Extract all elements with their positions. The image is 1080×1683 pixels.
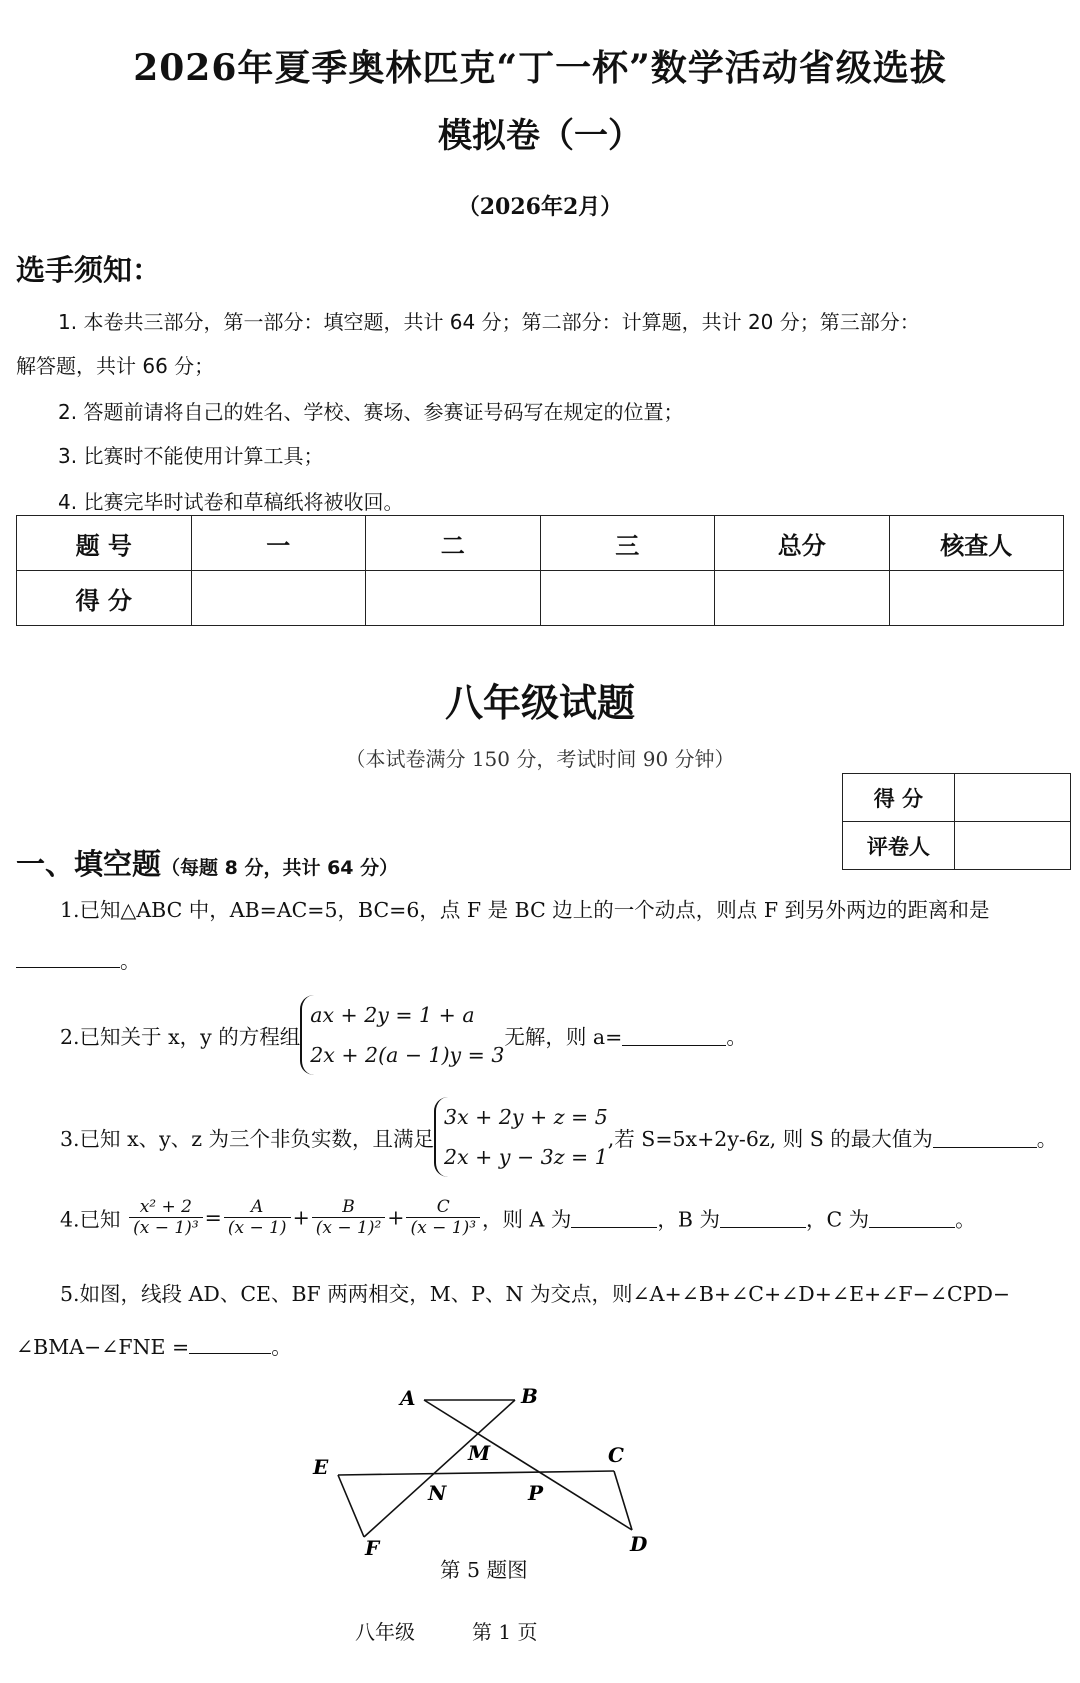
score-row-label: 得 分 — [17, 571, 192, 626]
plus-sign-2: + — [387, 1205, 405, 1230]
question-4-mid3: ，C 为 — [805, 1207, 870, 1232]
question-2-eq2: 2x + 2(a − 1)y = 3 — [310, 1043, 505, 1067]
question-1-text: 1.已知△ABC 中，AB=AC=5，BC=6，点 F 是 BC 边上的一个动点，则点 F 到另外两边的距离和是 — [60, 898, 990, 922]
frac-a-denominator: (x − 1) — [227, 1218, 287, 1238]
question-3-eq1: 3x + 2y + z = 5 — [444, 1105, 608, 1129]
footer-page-number: 第 1 页 — [472, 1620, 538, 1644]
question-4-end: 。 — [955, 1207, 976, 1232]
header-cell-question-no: 题 号 — [17, 516, 192, 571]
frac-c-numerator: C — [406, 1197, 480, 1218]
question-2-pre: 2.已知关于 x，y 的方程组 — [60, 1025, 301, 1049]
notice-item-1-cont: 解答题，共计 66 分； — [16, 354, 215, 378]
label-n: N — [428, 1481, 447, 1505]
label-p: P — [528, 1481, 544, 1505]
equals-sign: = — [204, 1205, 222, 1230]
question-5-line-1: 5.如图，线段 AD、CE、BF 两两相交，M、P、N 为交点，则∠A+∠B+∠C+∠D+∠E+∠F−∠CPD− — [60, 1282, 1011, 1306]
question-3-post: ,若 S=5x+2y-6z, 则 S 的最大值为 — [607, 1127, 933, 1151]
question-4-pre: 4.已知 — [60, 1207, 121, 1232]
frac-b-numerator: B — [312, 1197, 386, 1218]
notice-item-3: 3. 比赛时不能使用计算工具； — [58, 444, 324, 468]
question-3-pre: 3.已知 x、y、z 为三个非负实数，且满足 — [60, 1127, 435, 1151]
header-cell-checker: 核查人 — [889, 516, 1064, 571]
segment-ec — [338, 1471, 614, 1475]
segment-bf — [364, 1400, 515, 1537]
frac-a-numerator: A — [224, 1197, 291, 1218]
figure-caption: 第 5 题图 — [440, 1558, 528, 1582]
question-1-end: 。 — [120, 949, 141, 973]
question-3-end: 。 — [1036, 1127, 1058, 1151]
lhs-numerator: x² + 2 — [129, 1197, 203, 1218]
exam-date: （2026年2月） — [457, 194, 623, 220]
question-2-post: 无解，则 a= — [504, 1025, 623, 1049]
section-reviewer-label: 评卷人 — [843, 822, 955, 870]
label-b: B — [521, 1384, 538, 1408]
question-5-line-2-text: ∠BMA−∠FNE = — [16, 1335, 190, 1359]
plus-sign-1: + — [292, 1205, 310, 1230]
section-1-subtitle: （每题 8 分，共计 64 分） — [161, 857, 399, 879]
header-cell-part-3: 三 — [540, 516, 715, 571]
question-4-mid1: ，则 A 为 — [482, 1207, 572, 1232]
exam-info: （本试卷满分 150 分，考试时间 90 分钟） — [345, 747, 735, 771]
label-f: F — [365, 1536, 380, 1560]
question-5-end: 。 — [271, 1335, 292, 1359]
label-e: E — [313, 1455, 329, 1479]
label-a: A — [400, 1386, 416, 1410]
exam-title: 2026年夏季奥林匹克“丁一杯”数学活动省级选拔 — [133, 47, 947, 89]
notice-heading: 选手须知： — [16, 253, 162, 287]
exam-subtitle: 模拟卷（一） — [438, 116, 642, 156]
footer-grade: 八年级 — [355, 1620, 415, 1644]
header-cell-part-2: 二 — [366, 516, 541, 571]
notice-item-1: 1. 本卷共三部分，第一部分：填空题，共计 64 分；第二部分：计算题，共计 20 分；第三部分： — [58, 310, 920, 334]
frac-c-denominator: (x − 1)³ — [410, 1218, 477, 1238]
question-4-mid2: ，B 为 — [657, 1207, 720, 1232]
frac-b-denominator: (x − 1)² — [315, 1218, 382, 1238]
question-2-eq1: ax + 2y = 1 + a — [310, 1003, 475, 1027]
header-cell-part-1: 一 — [191, 516, 366, 571]
label-m: M — [468, 1441, 491, 1465]
notice-item-2: 2. 答题前请将自己的姓名、学校、赛场、参赛证号码写在规定的位置； — [58, 400, 684, 424]
label-c: C — [608, 1443, 624, 1467]
grade-title: 八年级试题 — [444, 680, 635, 725]
section-score-label: 得 分 — [843, 774, 955, 822]
segment-ad — [424, 1400, 632, 1530]
segment-ef — [338, 1475, 364, 1537]
question-3-eq2: 2x + y − 3z = 1 — [444, 1145, 608, 1169]
notice-item-4: 4. 比赛完毕时试卷和草稿纸将被收回。 — [58, 490, 404, 514]
lhs-denominator: (x − 1)³ — [133, 1218, 199, 1238]
header-cell-total: 总分 — [715, 516, 890, 571]
question-2-end: 。 — [726, 1025, 747, 1049]
label-d: D — [630, 1532, 648, 1556]
section-1-title: 一、填空题 — [16, 847, 162, 881]
